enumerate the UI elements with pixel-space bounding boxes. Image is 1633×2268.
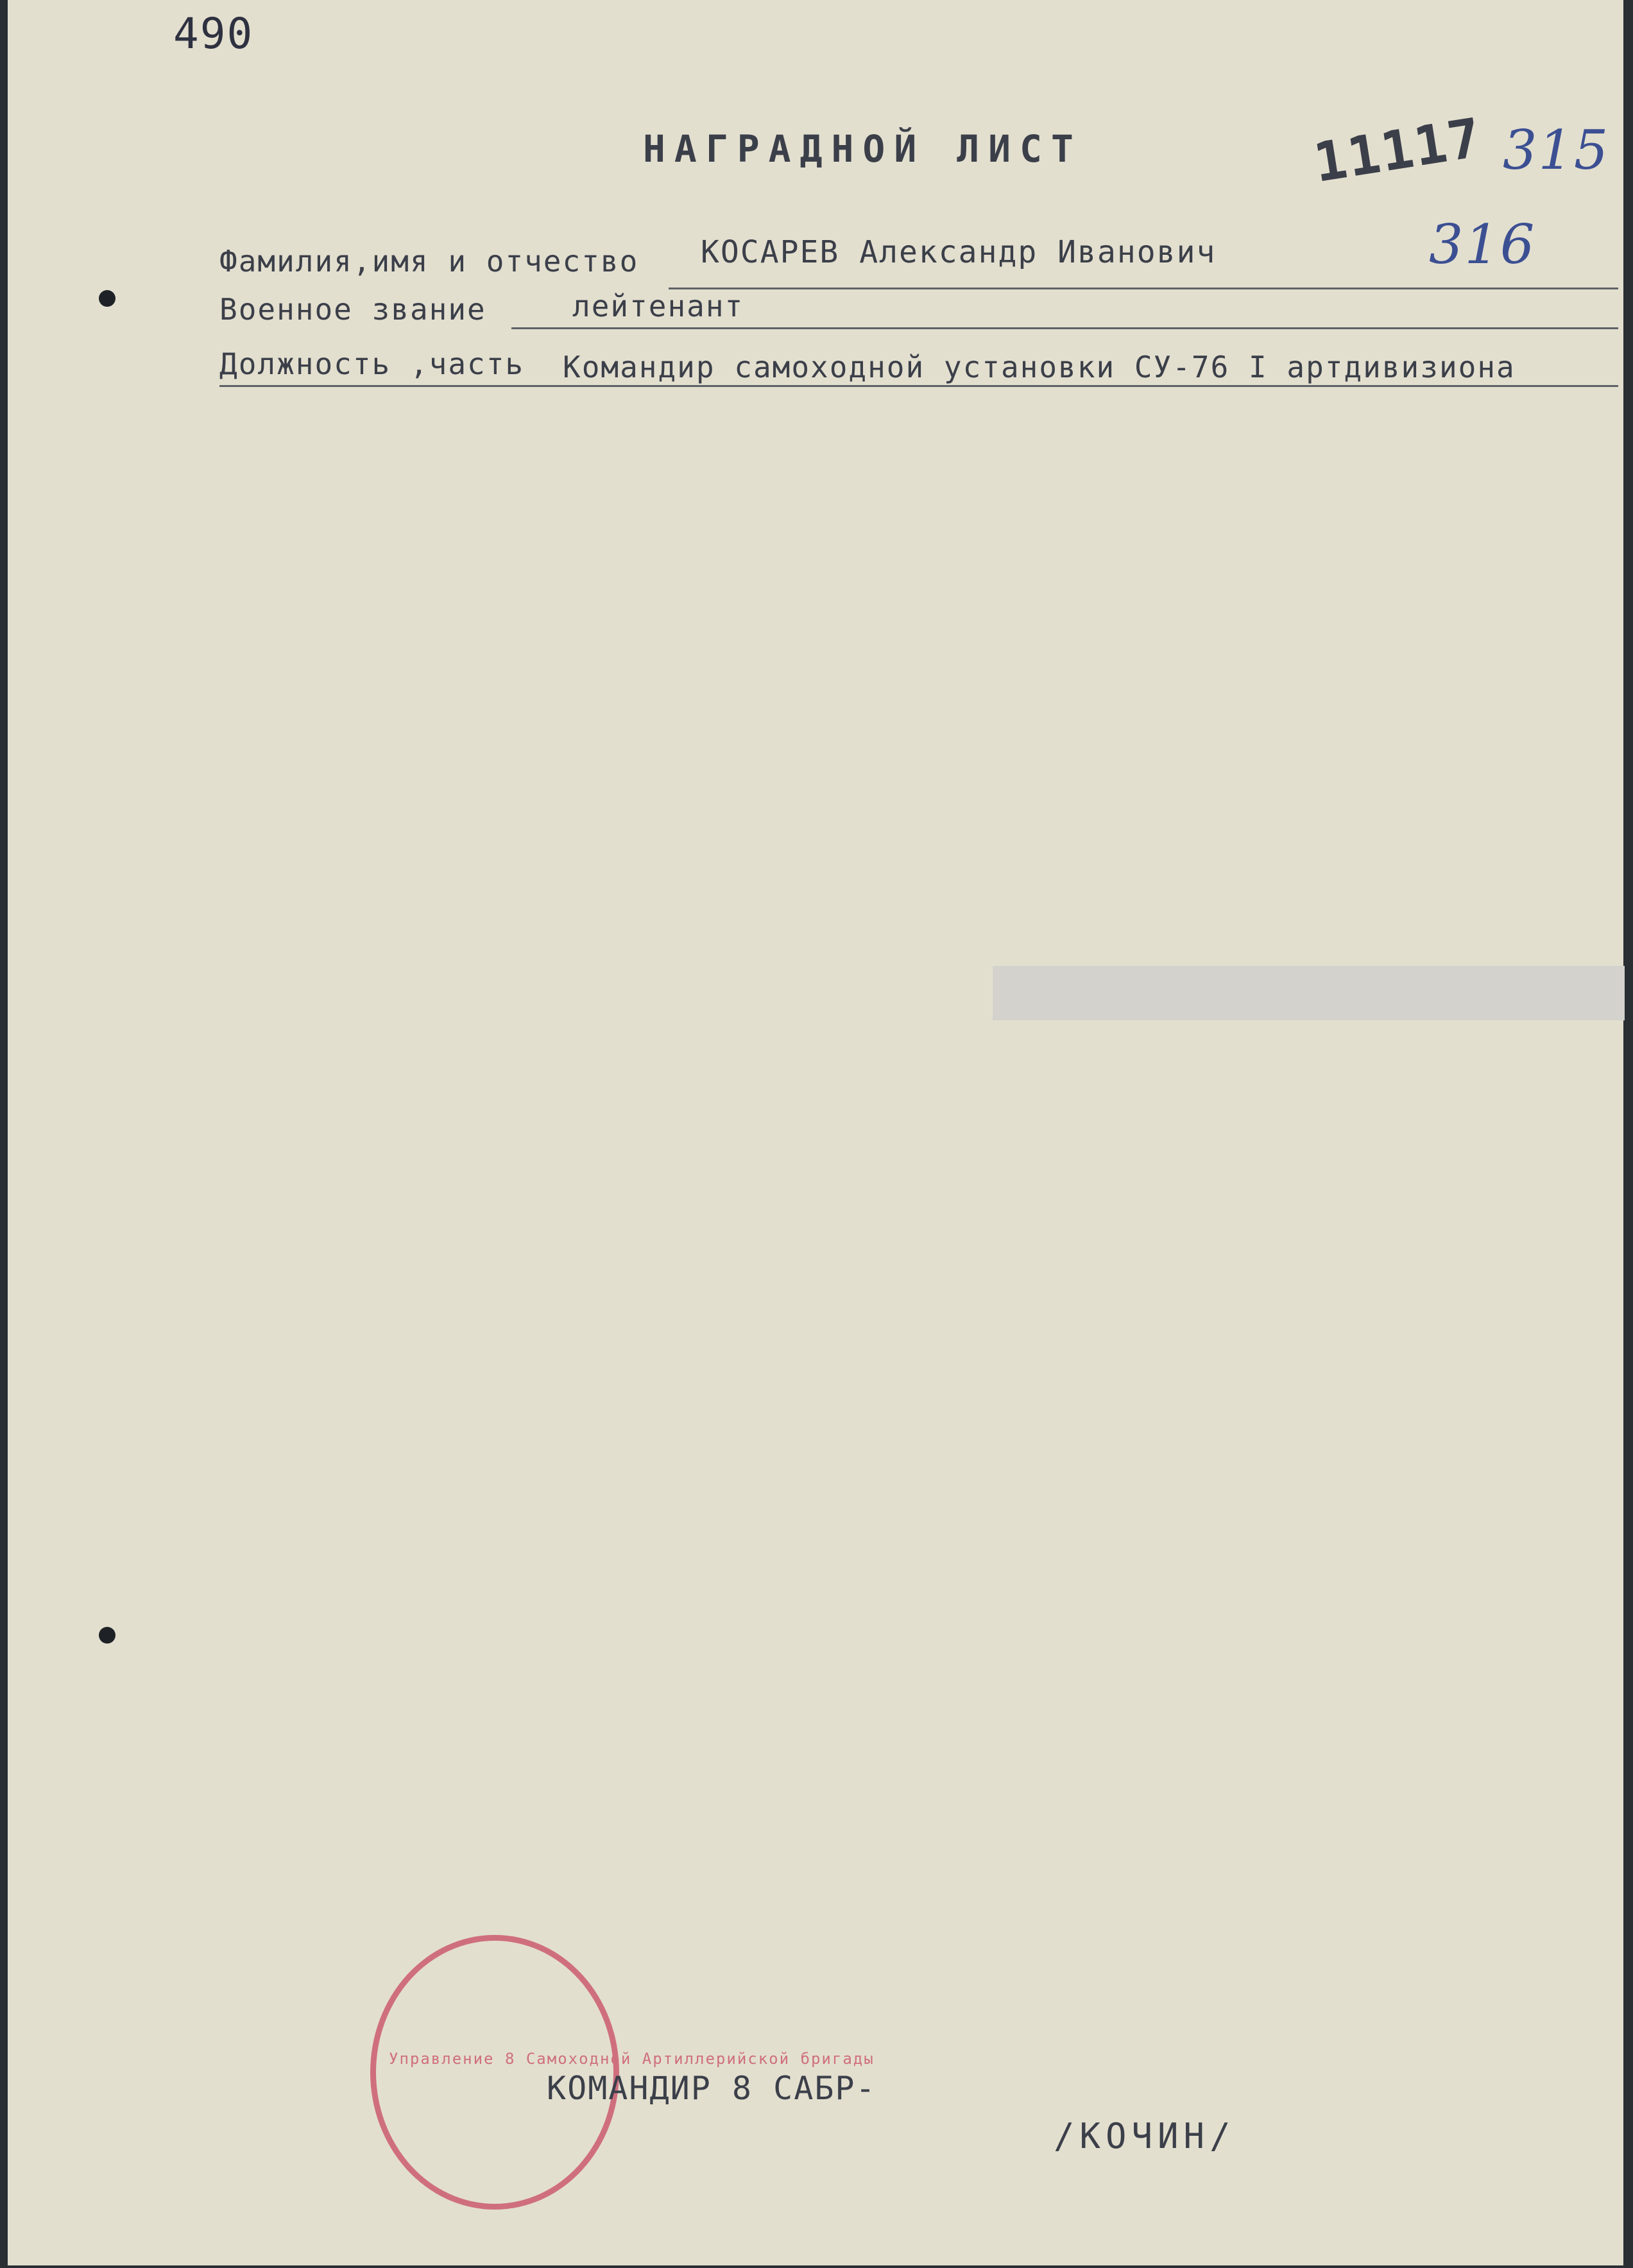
field-underline: [219, 385, 1618, 387]
handwritten-number-bottom: 316: [1429, 213, 1536, 276]
punch-hole: [99, 290, 115, 307]
handwritten-number-top: 315: [1503, 119, 1610, 182]
field-value-name: КОСАРЕВ Александр Иванович: [701, 234, 1217, 270]
field-underline: [511, 327, 1618, 329]
field-label-name: Фамилия,имя и отчество: [219, 244, 639, 279]
registry-number: 11117: [1309, 106, 1486, 194]
award-sheet: [8, 0, 1623, 2265]
commander-title-line1: КОМАНДИР 8 САБР-: [547, 2070, 876, 2107]
commander-name: /КОЧИН/: [1054, 2116, 1236, 2156]
field-underline: [669, 288, 1618, 289]
field-label-position: Должность ,часть: [219, 347, 525, 381]
field-value-rank: лейтенант: [572, 289, 744, 323]
stamp-text: Управление 8 Самоходной Артиллерийской бригады: [389, 2050, 875, 2068]
field-label-rank: Военное звание: [219, 292, 486, 327]
punch-hole: [99, 1627, 115, 1644]
corner-number: 490: [173, 9, 254, 58]
field-value-position: Командир самоходной установки СУ-76 I артдивизиона: [563, 350, 1516, 384]
document-title: НАГРАДНОЙ ЛИСТ: [643, 127, 1082, 171]
redacted-address: [993, 966, 1625, 1020]
